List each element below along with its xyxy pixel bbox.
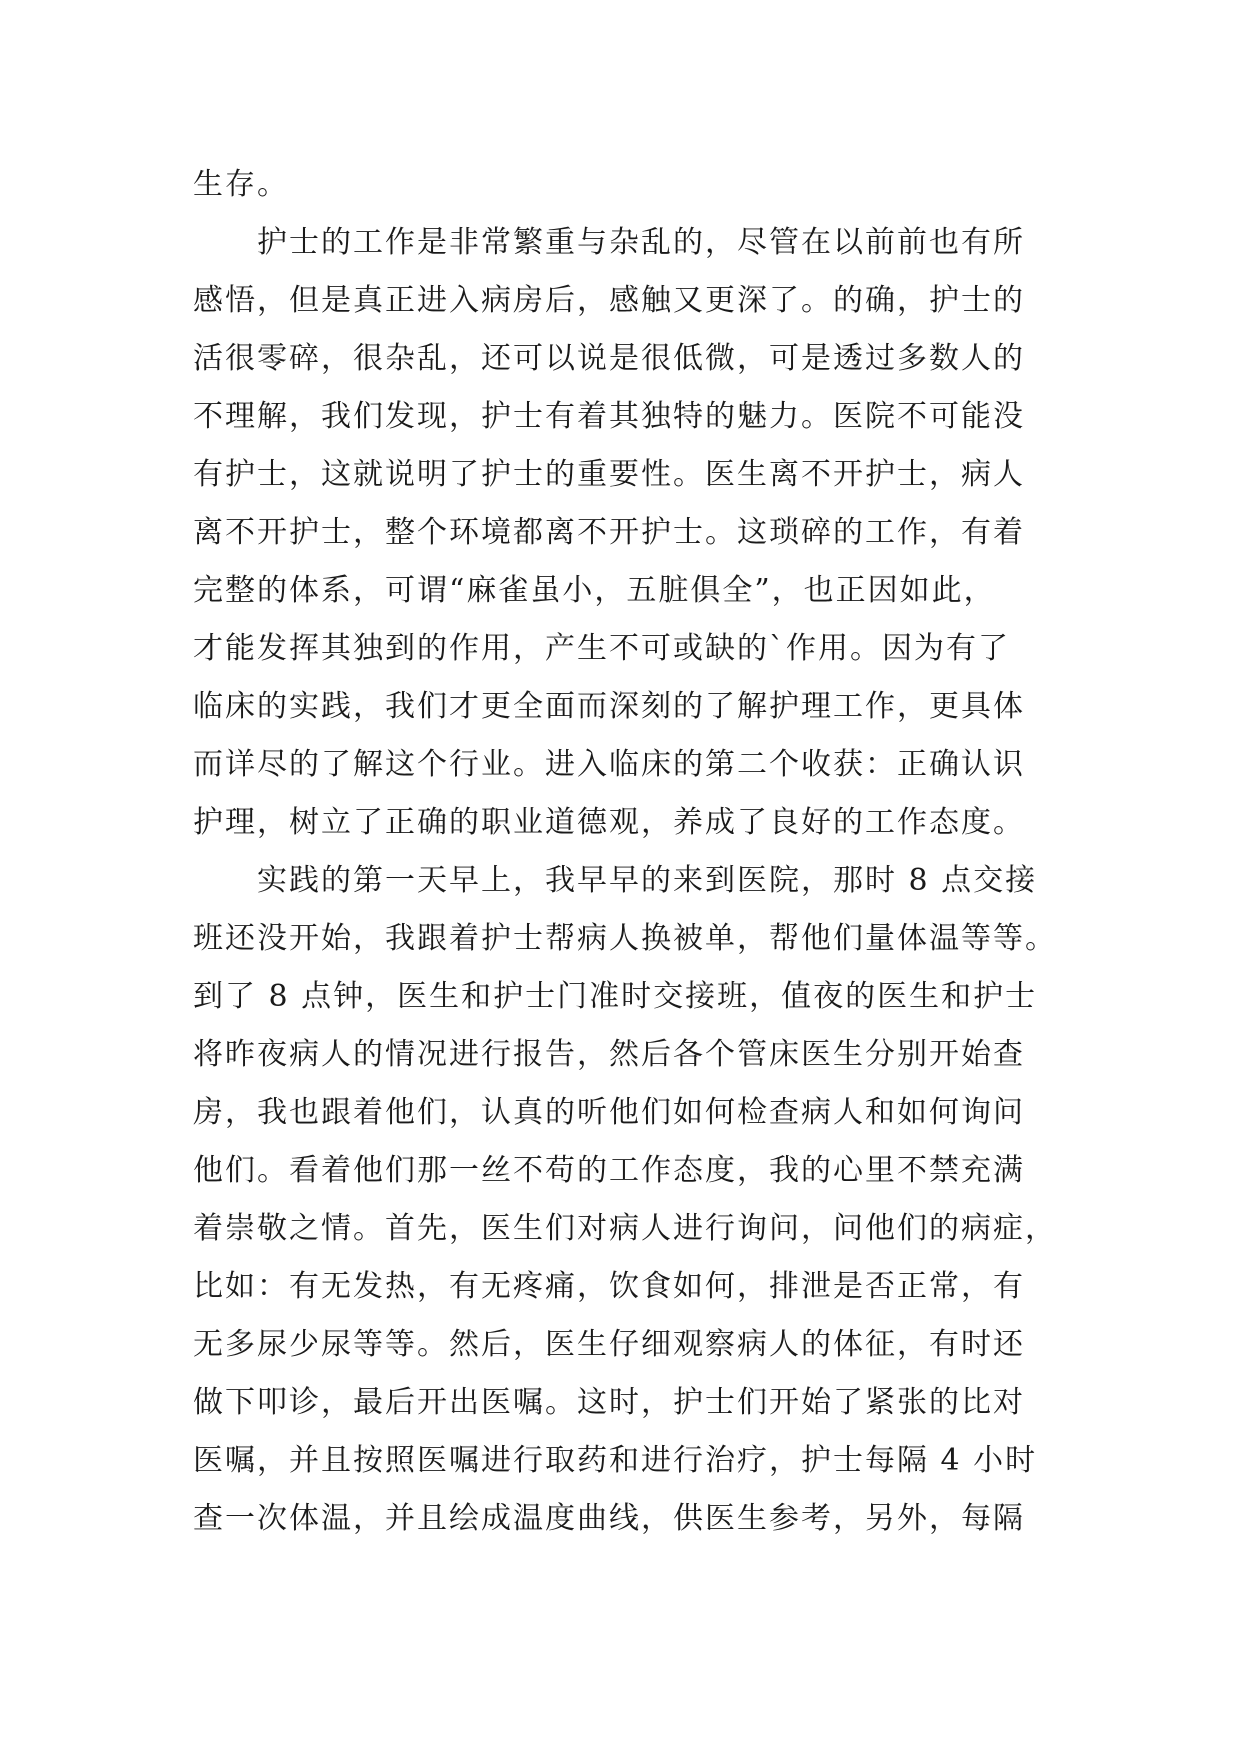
text-line: 生存。 [193, 167, 289, 202]
text-line: 他们。看着他们那一丝不苟的工作态度，我的心里不禁充满 [193, 1153, 1025, 1188]
text-line: 到了 8 点钟，医生和护士门准时交接班，值夜的医生和护士 [193, 979, 1038, 1014]
text-line: 感悟，但是真正进入病房后，感触又更深了。的确，护士的 [193, 283, 1025, 318]
text-line: 班还没开始，我跟着护士帮病人换被单，帮他们量体温等等。 [193, 921, 1057, 956]
text-line: 无多尿少尿等等。然后，医生仔细观察病人的体征，有时还 [193, 1327, 1025, 1362]
text-line: 将昨夜病人的情况进行报告，然后各个管床医生分别开始查 [193, 1037, 1025, 1072]
text-line: 完整的体系，可谓“麻雀虽小，五脏俱全”，也正因如此， [193, 573, 996, 608]
text-line: 护理，树立了正确的职业道德观，养成了良好的工作态度。 [193, 805, 1025, 840]
text-line: 着崇敬之情。首先，医生们对病人进行询问，问他们的病症， [193, 1211, 1057, 1246]
text-line: 做下叩诊，最后开出医嘱。这时，护士们开始了紧张的比对 [193, 1385, 1025, 1420]
text-line: 离不开护士，整个环境都离不开护士。这琐碎的工作，有着 [193, 515, 1025, 550]
text-line: 不理解，我们发现，护士有着其独特的魅力。医院不可能没 [193, 399, 1025, 434]
text-line: 医嘱，并且按照医嘱进行取药和进行治疗，护士每隔 4 小时 [193, 1443, 1038, 1478]
text-line: 有护士，这就说明了护士的重要性。医生离不开护士，病人 [193, 457, 1025, 492]
text-line: 活很零碎，很杂乱，还可以说是很低微，可是透过多数人的 [193, 341, 1025, 376]
text-line: 而详尽的了解这个行业。进入临床的第二个收获：正确认识 [193, 747, 1025, 782]
text-line: 临床的实践，我们才更全面而深刻的了解护理工作，更具体 [193, 689, 1025, 724]
text-line: 房，我也跟着他们，认真的听他们如何检查病人和如何询问 [193, 1095, 1025, 1130]
text-line: 实践的第一天早上，我早早的来到医院，那时 8 点交接 [257, 863, 1038, 898]
body-text [193, 156, 1061, 1548]
text-line: 比如：有无发热，有无疼痛，饮食如何，排泄是否正常，有 [193, 1269, 1025, 1304]
text-line: 护士的工作是非常繁重与杂乱的，尽管在以前前也有所 [257, 225, 1025, 260]
text-line: 查一次体温，并且绘成温度曲线，供医生参考，另外，每隔 [193, 1501, 1025, 1536]
text-line: 才能发挥其独到的作用，产生不可或缺的`作用。因为有了 [193, 631, 1010, 666]
